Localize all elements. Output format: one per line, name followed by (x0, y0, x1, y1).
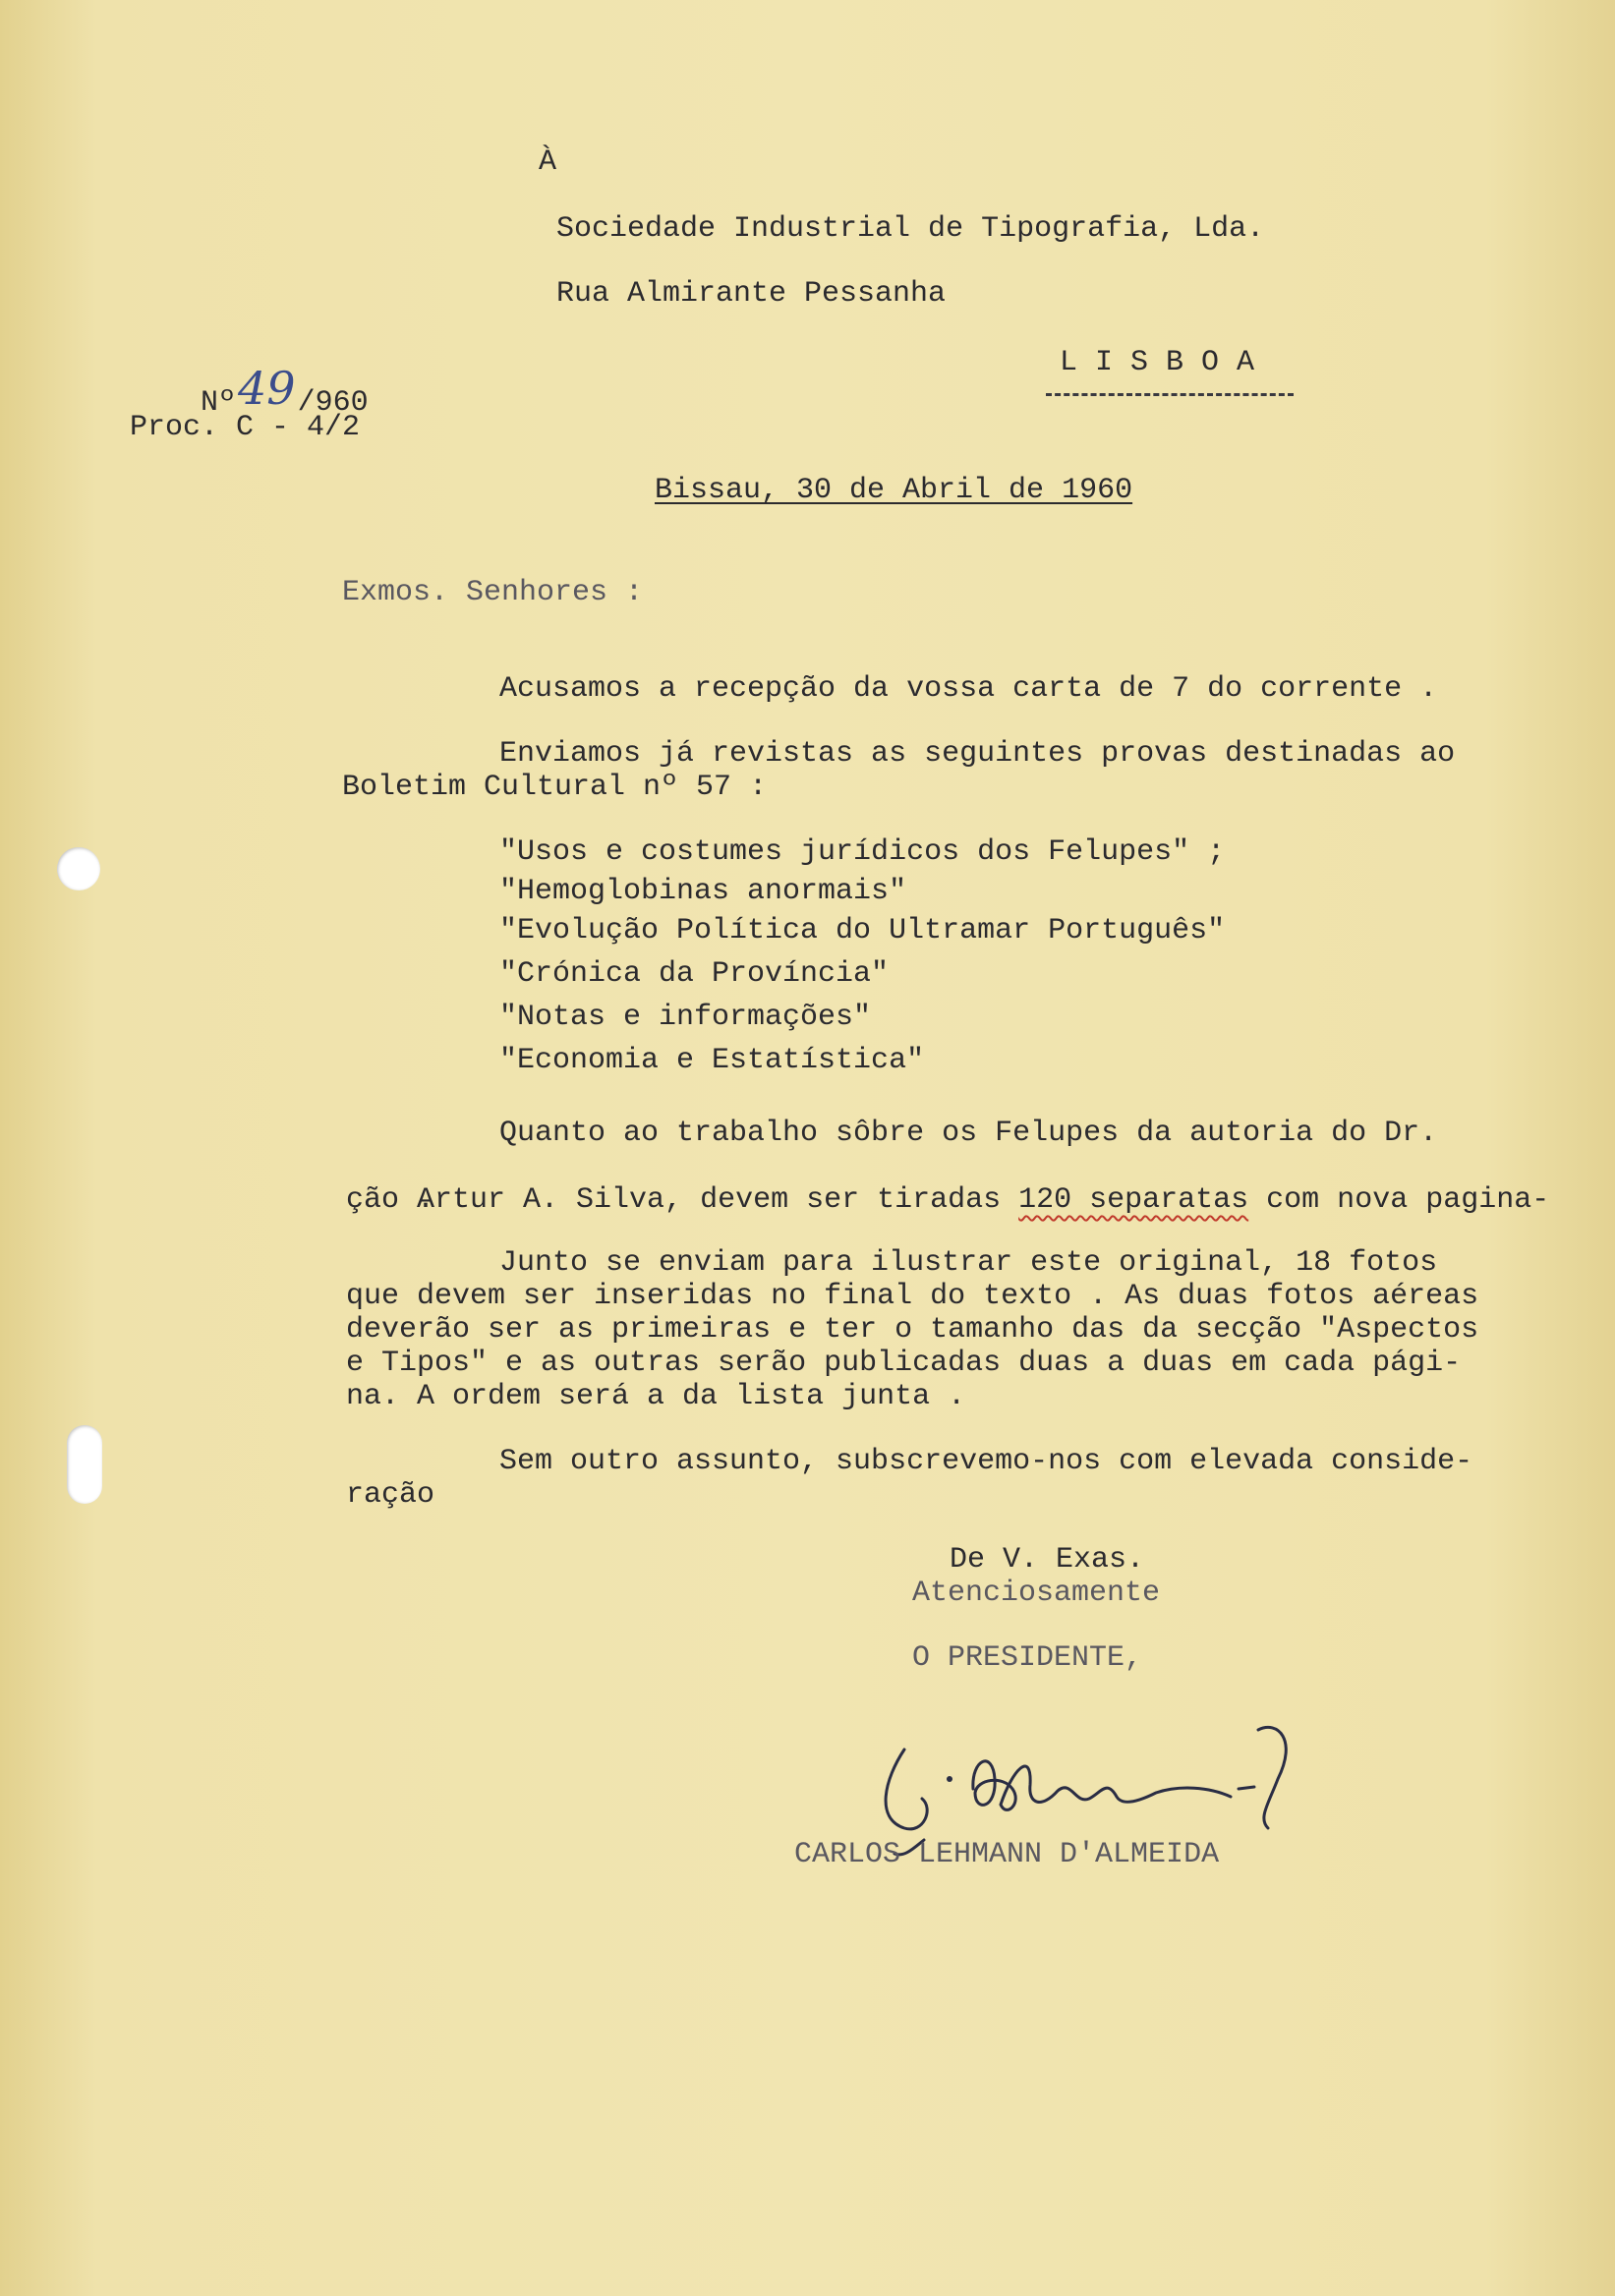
paragraph-4-line-3: deverão ser as primeiras e ter o tamanho das da secção "Aspectos (346, 1313, 1479, 1347)
paragraph-4-line-2: que devem ser inseridas no final do texto . As duas fotos aéreas (346, 1280, 1479, 1313)
list-item: "Economia e Estatística" (499, 1044, 925, 1077)
list-item: "Evolução Política do Ultramar Português" (499, 914, 1226, 947)
paragraph-1: Acusamos a recepção da vossa carta de 7 do corrente . (499, 672, 1438, 706)
reference-number-prefix: Nº (201, 386, 237, 420)
city-underline (1046, 393, 1294, 396)
closing-title: O PRESIDENTE, (912, 1641, 1143, 1675)
paragraph-2-line-1: Enviamos já revistas as seguintes provas destinadas ao (499, 737, 1456, 771)
list-item: "Hemoglobinas anormais" (499, 875, 907, 908)
recipient-city: L I S B O A (1060, 346, 1255, 379)
paragraph-4-line-5: na. A ordem será a da lista junta . (346, 1380, 966, 1413)
signature-icon (865, 1710, 1317, 1858)
process-reference: Proc. C - 4/2 (130, 411, 361, 444)
paragraph-4-line-1: Junto se enviam para ilustrar este original, 18 fotos (499, 1246, 1438, 1280)
list-item: "Notas e informações" (499, 1001, 872, 1034)
paragraph-3-line-3: ção . (346, 1183, 435, 1217)
list-item: "Crónica da Província" (499, 957, 890, 991)
list-item: "Usos e costumes jurídicos dos Felupes" ; (499, 835, 1226, 869)
recipient-name: Sociedade Industrial de Tipografia, Lda. (556, 212, 1265, 246)
separatas-annotated: 120 separatas (1018, 1183, 1249, 1217)
reference-number-suffix: /960 (297, 386, 369, 420)
paragraph-5-line-2: ração (346, 1478, 435, 1512)
reference-number-handwritten: 49 (238, 362, 296, 415)
paragraph-2-line-2: Boletim Cultural nº 57 : (342, 771, 768, 804)
greeting: Exmos. Senhores : (342, 576, 644, 609)
closing-line-1: De V. Exas. (950, 1543, 1145, 1577)
signatory-name: CARLOS LEHMANN D'ALMEIDA (794, 1838, 1220, 1871)
paragraph-3-line-1: Quanto ao trabalho sôbre os Felupes da autoria do Dr. (499, 1117, 1438, 1150)
paragraph-5-line-1: Sem outro assunto, subscrevemo-nos com elevada conside- (499, 1445, 1473, 1478)
salutation-to: À (539, 145, 557, 179)
paragraph-3-line-2 (346, 1150, 1549, 1250)
paragraph-4-line-4: e Tipos" e as outras serão publicadas duas a duas em cada pági- (346, 1347, 1462, 1380)
letter-date: Bissau, 30 de Abril de 1960 (655, 474, 1133, 507)
punch-hole-top (57, 847, 100, 890)
paragraph-3-line-2-start: Artur A. Silva, devem ser tiradas (417, 1183, 1019, 1217)
closing-line-2: Atenciosamente (912, 1577, 1161, 1610)
paragraph-3-line-2-end: com nova pagina- (1248, 1183, 1550, 1217)
punch-hole-bottom (67, 1425, 102, 1504)
recipient-street: Rua Almirante Pessanha (556, 277, 947, 311)
